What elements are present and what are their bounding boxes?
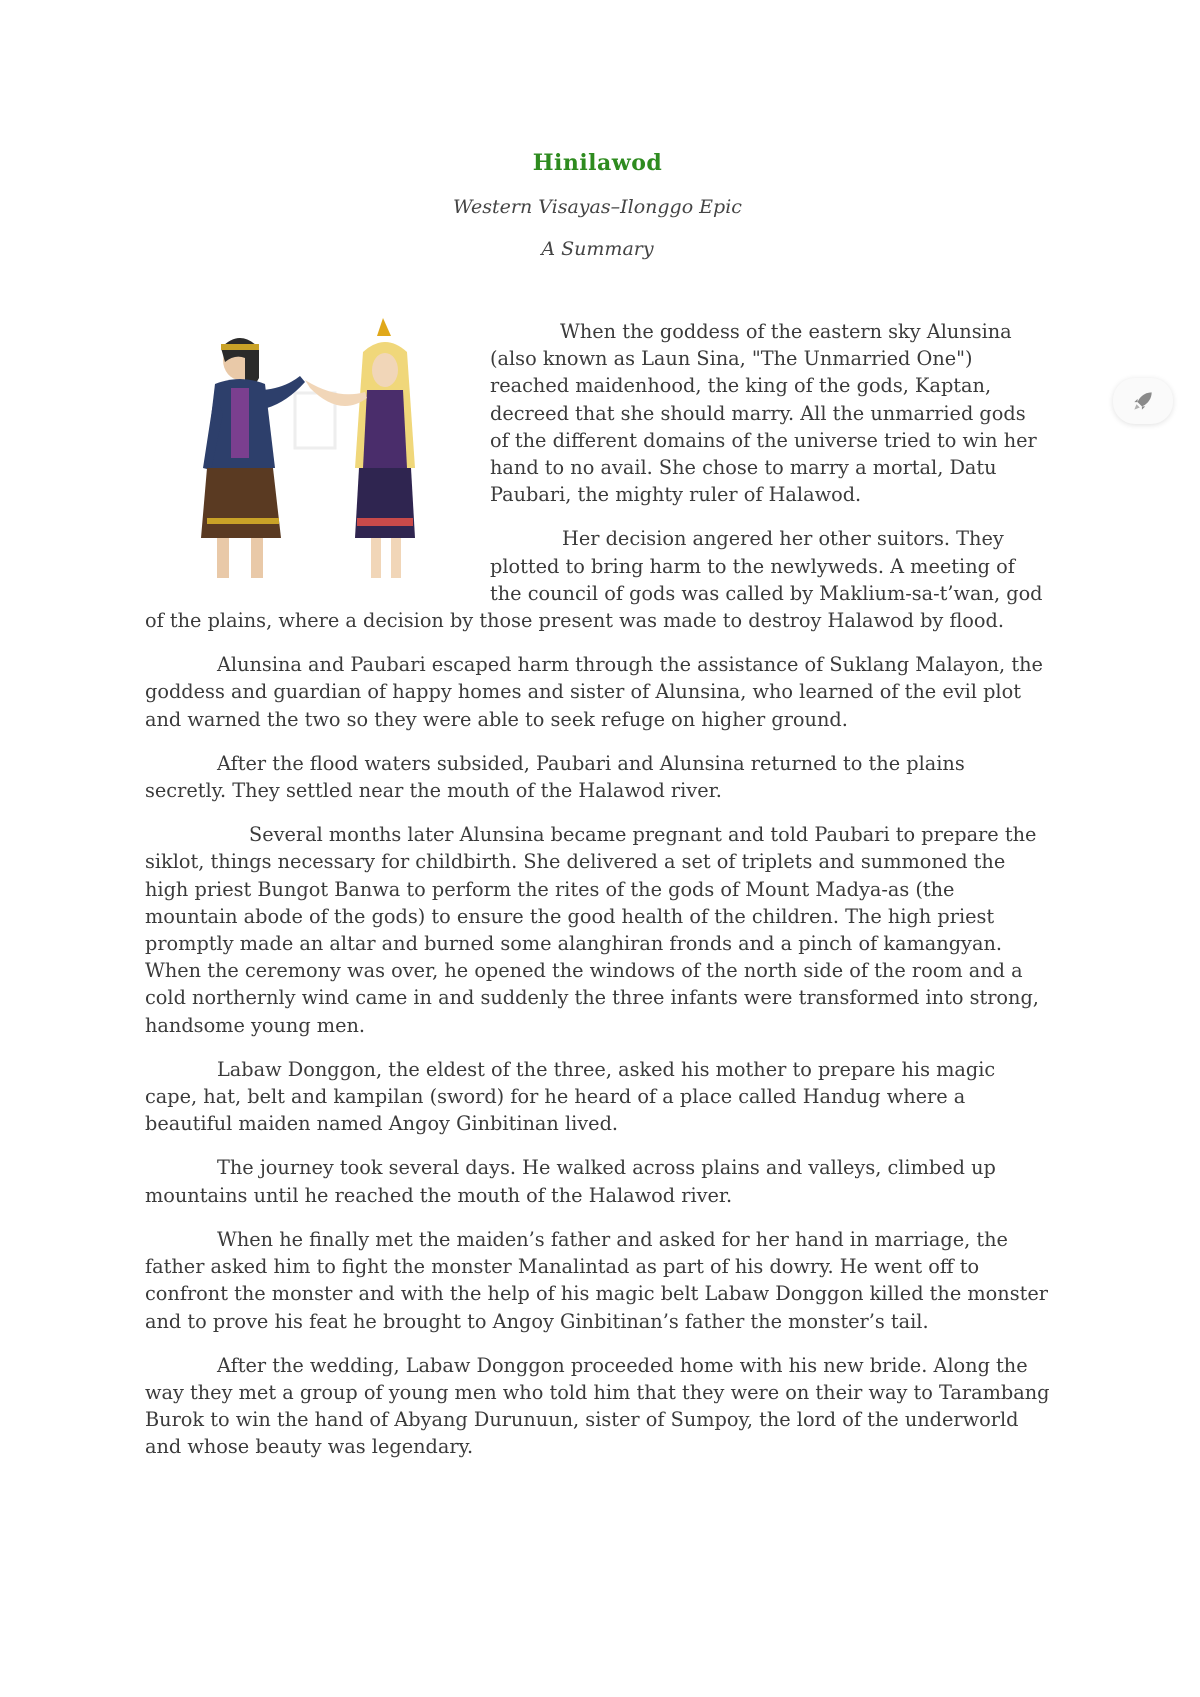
document-title: Hinilawod — [532, 150, 663, 176]
paragraph-6: Labaw Donggon, the eldest of the three, asked his mother to prepare his magic cape, hat, belt and kampilan (sword) for he heard of a place called Handug where a beautiful maiden named Angoy Ginbitinan lived. — [145, 1057, 996, 1136]
paragraph-7: The journey took several days. He walked across plains and valleys, climbed up mountains until he reached the mouth of the Halawod river. — [145, 1156, 996, 1207]
document-subtitle: Western Visayas–Ilonggo Epic — [453, 196, 742, 218]
document-page — [145, 150, 1050, 1478]
paragraph-3: Alunsina and Paubari escaped harm through the assistance of Suklang Malayon, the goddess and guardian of happy homes and sister of Alunsina, who learned of the evil plot and warned the two so they were able to seek refuge on higher ground. — [145, 653, 1043, 731]
paragraph-5: Several months later Alunsina became pregnant and told Paubari to prepare the siklot, things necessary for childbirth. She delivered a set of triplets and summoned the high priest Bungot Banwa to perform the rites of the gods of Mount Madya-as (the mountain abode of the gods) to ensure the good health of the children. The high priest promptly made an altar and burned some alanghiran fronds and a pinch of kamangyan. When the ceremony was over, he opened the windows of the north side of the room and a cold northernly wind came in and suddenly the three infants were transformed into strong, handsome young men. — [145, 823, 1039, 1037]
male-figure — [201, 338, 305, 578]
paragraph-2: Her decision angered her other suitors. They plotted to bring harm to the newlyweds. A meeting of the council of gods was called by Maklium-sa-t’wan, god of the plains, where a decision by those present was made to destroy Halawod by flood. — [145, 527, 1043, 633]
summary-label: A Summary — [541, 238, 654, 260]
paragraph-4: After the flood waters subsided, Paubari and Alunsina returned to the plains secretly. They settled near the mouth of the Halawod river. — [145, 751, 965, 803]
paragraph-9: After the wedding, Labaw Donggon proceeded home with his new bride. Along the way they met a group of young men who told him that they were on their way to Tarambang Burok to win the hand of Abyang Durunuun, sister of Sumpoy, the lord of the underworld and whose beauty was legendary. — [145, 1353, 1050, 1459]
paragraph-8: When he finally met the maiden’s father and asked for her hand in marriage, the father asked him to fight the monster Manalintad as part of his dowry. He went off to confront the monster and with the help of his magic belt Labaw Donggon killed the monster and to prove his feat he brought to Angoy Ginbitinan’s father the monster’s tail. — [145, 1227, 1048, 1333]
paragraph-1: When the goddess of the eastern sky Alunsina (also known as Laun Sina, "The Unmarried One") reached maidenhood, the king of the gods, Kaptan, decreed that she should marry. All the unmarried gods of the different domains of the universe tried to win her hand to no avail. She chose to marry a mortal, Datu Paubari, the mighty ruler of Halawod. — [490, 320, 1037, 507]
rocket-icon — [1130, 388, 1156, 414]
floating-action-button[interactable] — [1113, 378, 1173, 424]
illustration-couple — [145, 318, 490, 583]
